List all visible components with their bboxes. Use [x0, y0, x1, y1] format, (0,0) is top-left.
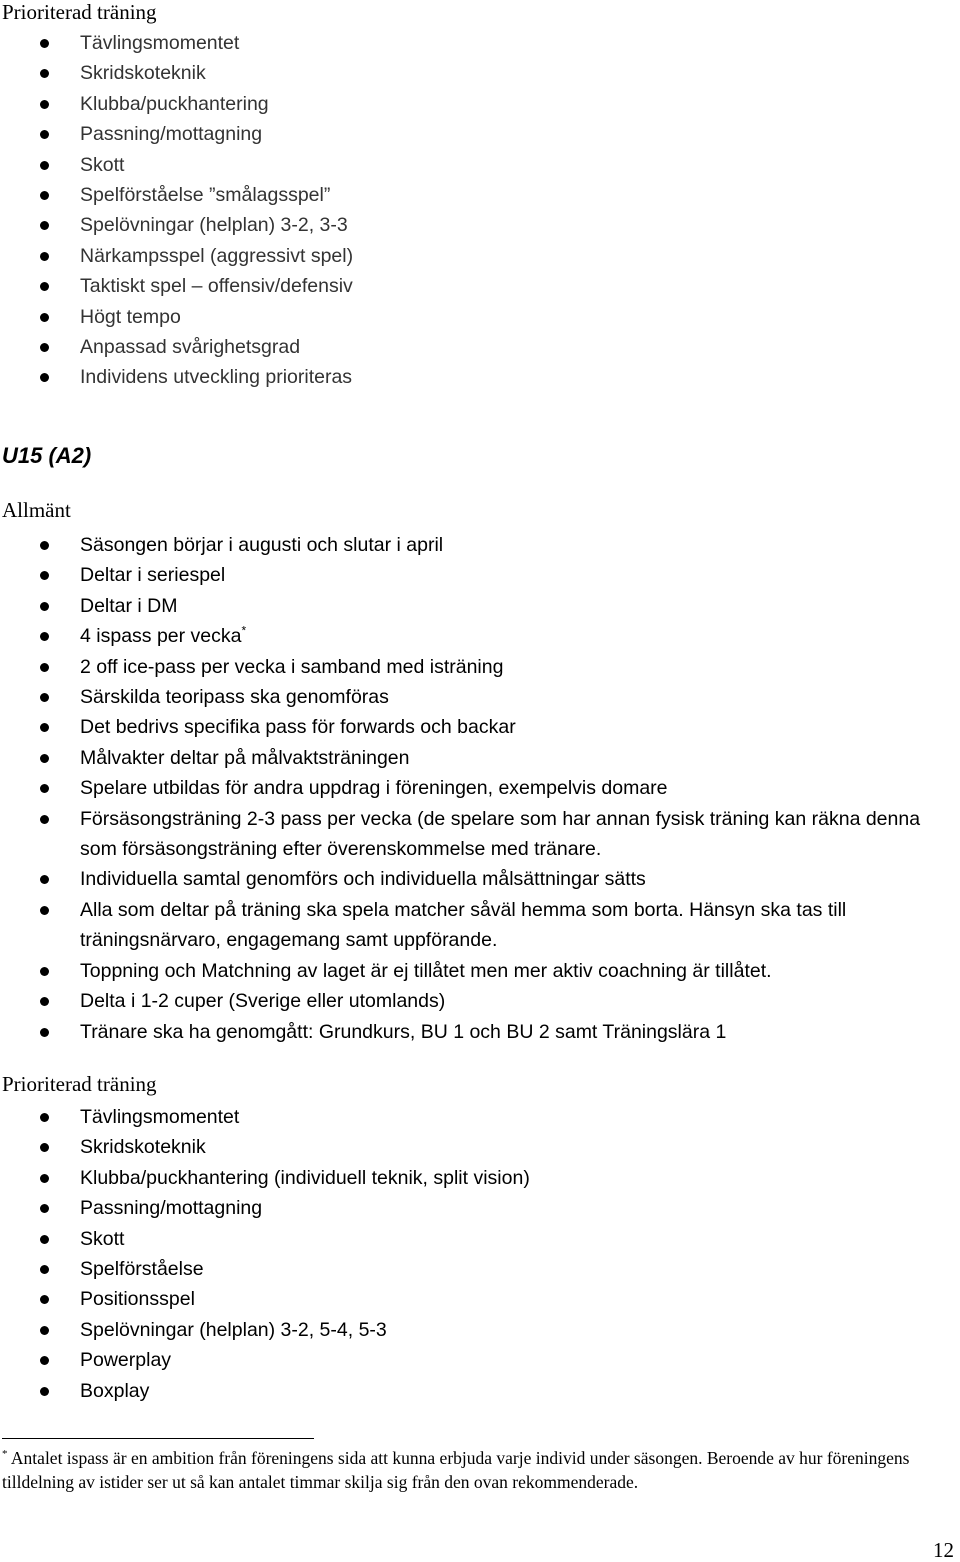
list-item: Tävlingsmomentet [0, 28, 950, 58]
general-heading: Allmänt [2, 498, 71, 522]
list-item: Skott [0, 1224, 950, 1254]
bullet-icon [40, 1113, 49, 1122]
bullet-icon [40, 1028, 49, 1037]
list-item: Målvakter deltar på målvaktsträningen [0, 743, 950, 773]
bullet-icon [40, 282, 49, 291]
bullet-icon [40, 906, 49, 915]
bullet-icon [40, 343, 49, 352]
bullet-icon [40, 723, 49, 732]
list-item: Skridskoteknik [0, 58, 950, 88]
bullet-icon [40, 1326, 49, 1335]
list-item: Alla som deltar på träning ska spela matcher såväl hemma som borta. Hänsyn ska tas till träningsnärvaro, engagemang samt uppförande. [0, 895, 950, 956]
list-item: Säsongen börjar i augusti och slutar i april [0, 530, 950, 560]
list-item: Skott [0, 150, 950, 180]
bullet-icon [40, 875, 49, 884]
bullet-icon [40, 1174, 49, 1183]
list-item: Närkampsspel (aggressivt spel) [0, 241, 950, 271]
bullet-icon [40, 39, 49, 48]
bullet-icon [40, 100, 49, 109]
bullet-icon [40, 541, 49, 550]
list-item: Powerplay [0, 1345, 950, 1375]
list-item: Spelövningar (helplan) 3-2, 3-3 [0, 210, 950, 240]
bullet-icon [40, 1235, 49, 1244]
priority-training-heading-top: Prioriterad träning [2, 0, 157, 24]
section-title-u15: U15 (A2) [2, 443, 92, 468]
list-item: Delta i 1-2 cuper (Sverige eller utomlands) [0, 986, 950, 1016]
list-item: Tävlingsmomentet [0, 1102, 950, 1132]
list-item: Klubba/puckhantering (individuell teknik, split vision) [0, 1163, 950, 1193]
list-item: Spelförståelse [0, 1254, 950, 1284]
list-item: 2 off ice-pass per vecka i samband med isträning [0, 652, 950, 682]
list-item: Spelare utbildas för andra uppdrag i föreningen, exempelvis domare [0, 773, 950, 803]
list-item: Boxplay [0, 1376, 950, 1406]
list-item: Särskilda teoripass ska genomföras [0, 682, 950, 712]
list-item: Positionsspel [0, 1284, 950, 1314]
list-item: Skridskoteknik [0, 1132, 950, 1162]
bullet-icon [40, 815, 49, 824]
bullet-icon [40, 997, 49, 1006]
bullet-icon [40, 632, 49, 641]
list-item: Anpassad svårighetsgrad [0, 332, 950, 362]
bullet-icon [40, 784, 49, 793]
bullet-icon [40, 602, 49, 611]
bullet-icon [40, 130, 49, 139]
bullet-icon [40, 1387, 49, 1396]
bullet-icon [40, 191, 49, 200]
bullet-icon [40, 1204, 49, 1213]
list-item: Passning/mottagning [0, 119, 950, 149]
list-item: Högt tempo [0, 302, 950, 332]
list-item: Individuella samtal genomförs och individuella målsättningar sätts [0, 864, 950, 894]
list-item: Deltar i seriespel [0, 560, 950, 590]
bullet-icon [40, 373, 49, 382]
list-item: Det bedrivs specifika pass för forwards och backar [0, 712, 950, 742]
ice-sessions-text: 4 ispass per vecka [80, 625, 242, 648]
bullet-icon [40, 663, 49, 672]
list-item: Spelförståelse ”smålagsspel” [0, 180, 950, 210]
list-item: Klubba/puckhantering [0, 89, 950, 119]
list-item: Försäsongsträning 2-3 pass per vecka (de spelare som har annan fysisk träning kan räkna denna som försäsongsträning efter överenskommelse med tränare. [0, 804, 950, 865]
footnote-divider [2, 1438, 314, 1439]
list-item: Toppning och Matchning av laget är ej tillåtet men mer aktiv coachning är tillåtet. [0, 956, 950, 986]
footnote [2, 1446, 942, 1494]
list-item: Tränare ska ha genomgått: Grundkurs, BU 1 och BU 2 samt Träningslära 1 [0, 1017, 950, 1047]
general-list [0, 530, 950, 1047]
bullet-icon [40, 69, 49, 78]
page-number: 12 [933, 1538, 954, 1562]
footnote-text: Antalet ispass är en ambition från föreningens sida att kunna erbjuda varje individ under säsongen. Beroende av hur föreningens tilldelning av istider ser ut så kan antalet timmar skilja sig från den ovan rekommenderade. [2, 1448, 910, 1492]
bullet-icon [40, 221, 49, 230]
priority-training-heading: Prioriterad träning [2, 1072, 157, 1096]
bullet-icon [40, 161, 49, 170]
list-item: Deltar i DM [0, 591, 950, 621]
bullet-icon [40, 693, 49, 702]
bullet-icon [40, 754, 49, 763]
priority-training-list [0, 1102, 950, 1406]
list-item: Taktiskt spel – offensiv/defensiv [0, 271, 950, 301]
footnote-ref: * [241, 623, 247, 638]
list-item: Individens utveckling prioriteras [0, 362, 950, 392]
list-item [0, 621, 950, 651]
bullet-icon [40, 1295, 49, 1304]
bullet-icon [40, 1143, 49, 1152]
list-item: Spelövningar (helplan) 3-2, 5-4, 5-3 [0, 1315, 950, 1345]
bullet-icon [40, 252, 49, 261]
priority-training-list-top [0, 28, 950, 393]
bullet-icon [40, 571, 49, 580]
bullet-icon [40, 1265, 49, 1274]
bullet-icon [40, 967, 49, 976]
footnote-marker: * [2, 1448, 8, 1461]
bullet-icon [40, 1356, 49, 1365]
bullet-icon [40, 313, 49, 322]
list-item: Passning/mottagning [0, 1193, 950, 1223]
